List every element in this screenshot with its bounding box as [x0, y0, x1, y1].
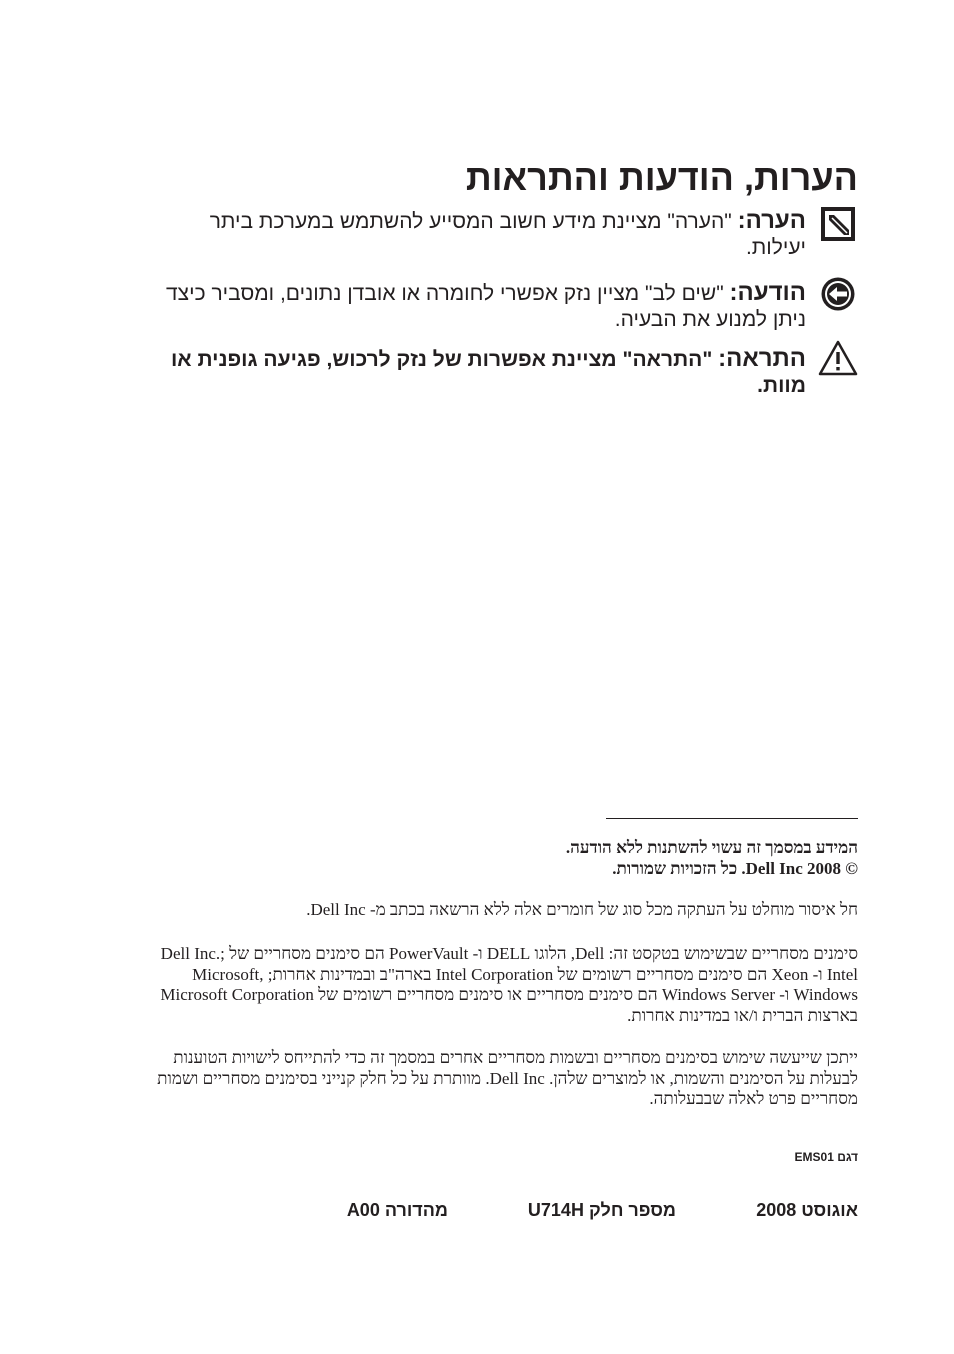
footer-divider	[606, 818, 858, 819]
publication-date: אוגוסט 2008	[756, 1200, 858, 1220]
notice-text: "שים לב" מציין נזק אפשרי לחומרה או אובדן נתונים, ומסביר כיצד ניתן למנוע את הבעיה.	[166, 282, 806, 331]
warning-triangle-icon	[818, 340, 858, 376]
caution-text: "התראה" מציינת אפשרות של נזק לרכוש, פגיעה גופנית או מוות.	[170, 348, 806, 397]
page-title: הערות, הודעות והתראות	[465, 157, 858, 198]
revision: מהדורה A00	[346, 1200, 448, 1220]
legal-reproduction: חל איסור מוחלט על העתקה מכל סוג של חומרים אלה ללא הרשאה בכתב מ- Dell Inc.	[306, 900, 858, 919]
notice-label: הודעה:	[729, 279, 806, 306]
notice-circle-arrow-icon	[820, 276, 856, 312]
pencil-note-icon	[820, 206, 856, 242]
note-block	[166, 208, 806, 261]
legal-notice	[138, 838, 858, 879]
caution-label: התראה:	[718, 345, 806, 372]
model-number: דגם EMS01	[794, 1150, 858, 1164]
notice-block	[166, 280, 806, 333]
legal-copyright: © 2008 Dell Inc. כל הזכויות שמורות.	[612, 858, 858, 878]
legal-trademarks: סימנים מסחריים שבשימוש בטקסט זה: Dell, הלוגו DELL ו- PowerVault הם סימנים מסחריים של Dell Inc.; Intel ו- Xeon הם סימנים מסחריים רשומים של Intel Corporation בארה"ב ובמדינות אחרות; Microsoft, Windows ו- Windows Server הם סימנים מסחריים או סימנים מסחריים רשומים של Microsoft Corporation בארצות הברית ו/או במדינות אחרות.	[160, 944, 858, 1025]
part-number: מספר חלק U714H	[527, 1200, 676, 1220]
note-label: הערה:	[737, 207, 806, 234]
note-text: "הערה" מציינת מידע חשוב המסייע להשתמש במערכת ביתר יעילות.	[209, 210, 806, 259]
caution-block	[166, 346, 806, 399]
legal-subject-to-change: המידע במסמך זה עשוי להשתנות ללא הודעה.	[565, 838, 858, 857]
legal-other-marks: ייתכן שייעשה שימוש בסימנים מסחריים ובשמות מסחריים אחרים במסמך זה כדי להתייחס לישויות הטוענות לבעלות על הסימנים והשמות, או למוצרים שלהן. Dell Inc. מוותרת על כל חלק קנייני בסימנים מסחריים ושמות מסחריים פרט לאלה שבבעלותה.	[157, 1048, 858, 1108]
